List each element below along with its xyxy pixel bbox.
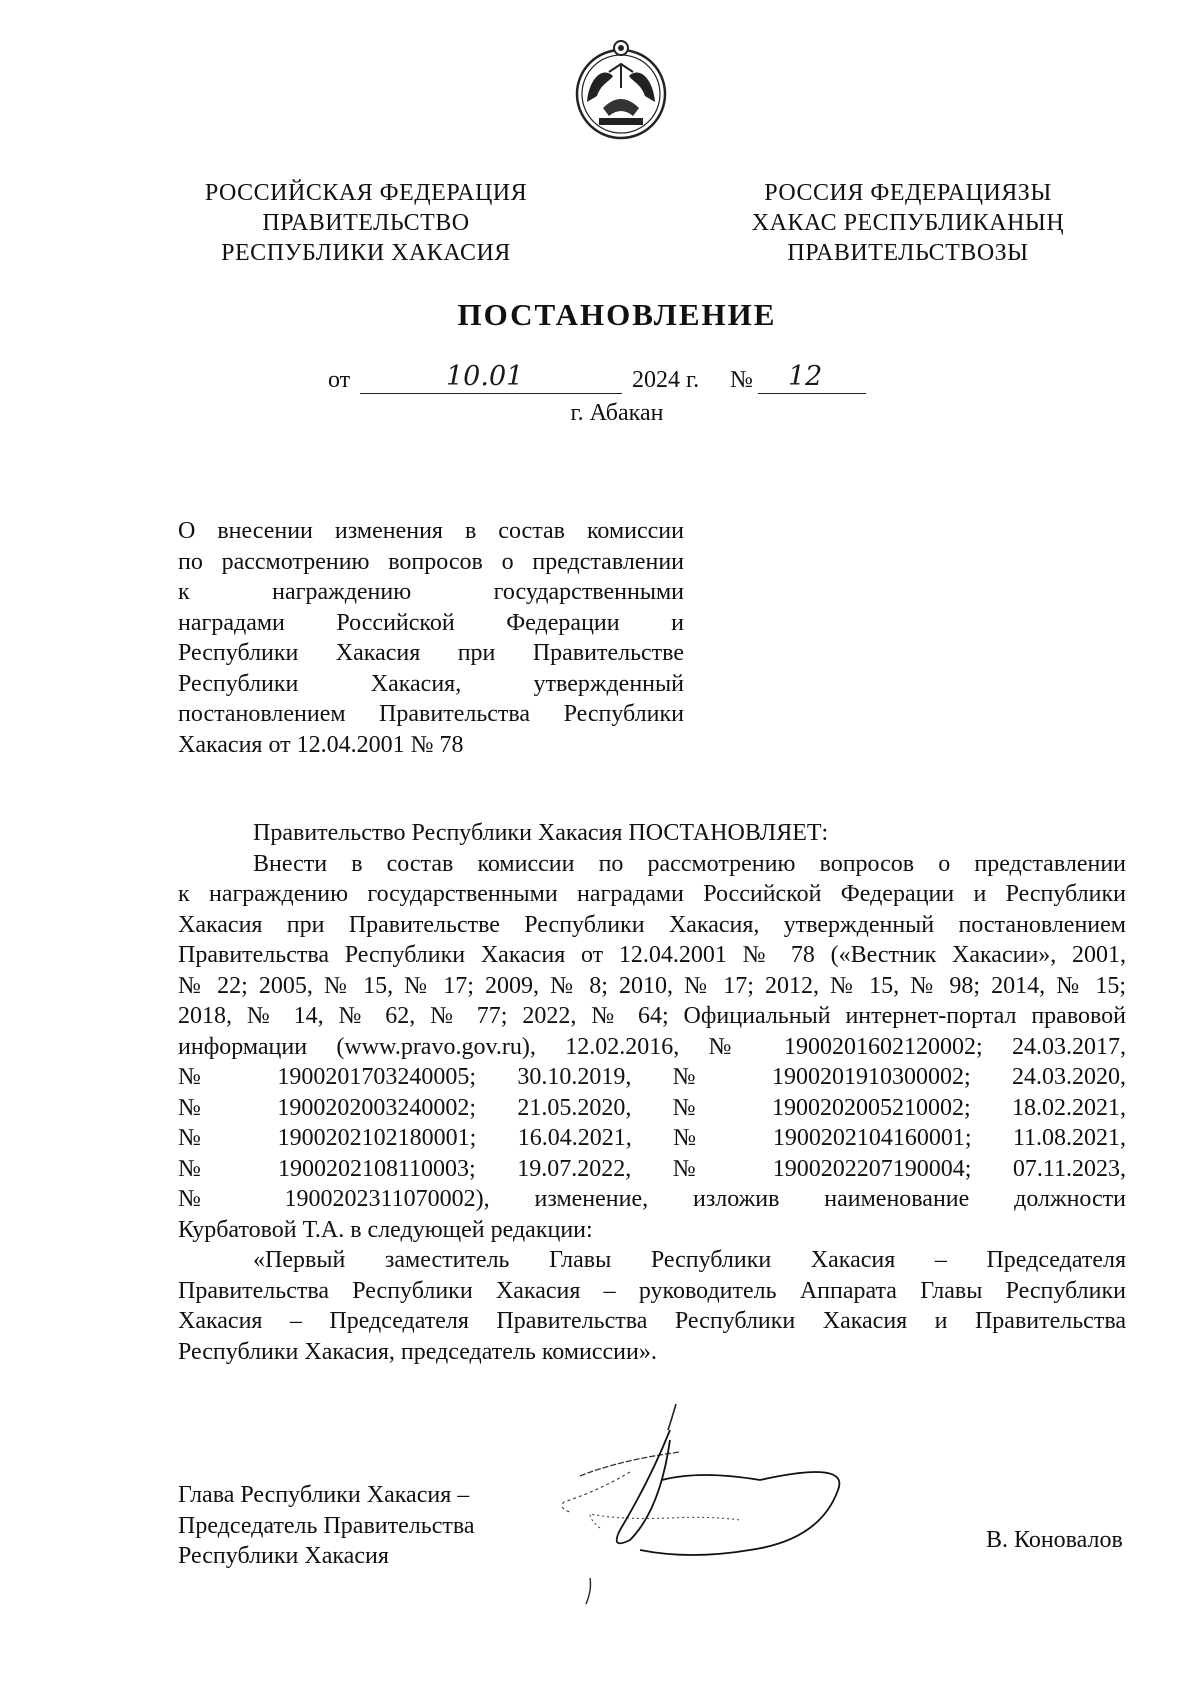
document-subject — [178, 516, 684, 760]
header-right-block — [718, 178, 1098, 268]
body-line: Правительства Республики Хакасия от 12.04.2001 № 78 («Вестник Хакасии», 2001, — [178, 942, 1126, 968]
header-right-line-3: ПРАВИТЕЛЬСТВОЗЫ — [787, 240, 1029, 266]
number-label: № — [730, 367, 753, 393]
body-line: «Первый заместитель Главы Республики Хакасия – Председателя — [253, 1247, 1126, 1273]
body-line: № 1900201703240005; 30.10.2019, № 1900201910300002; 24.03.2020, — [178, 1064, 1126, 1090]
signatory-position-line: Глава Республики Хакасия – — [178, 1482, 470, 1508]
signatory-position-line: Республики Хакасия — [178, 1543, 389, 1569]
body-line: 2018, № 14, № 62, № 77; 2022, № 64; Официальный интернет-портал правовой — [178, 1003, 1126, 1029]
subject-line: Хакасия от 12.04.2001 № 78 — [178, 731, 464, 758]
signatory-position-line: Председатель Правительства — [178, 1512, 475, 1539]
subject-line: Республики Хакасия, утвержденный — [178, 670, 684, 697]
handwritten-signature — [560, 1400, 920, 1610]
year-label: 2024 г. — [632, 367, 700, 393]
body-line: Внести в состав комиссии по рассмотрению вопросов о представлении — [253, 850, 1126, 877]
header-right-line-2: ХАКАС РЕСПУБЛИКАНЫҢ — [751, 210, 1065, 236]
date-underline — [360, 393, 622, 394]
coat-of-arms-icon — [573, 38, 669, 142]
body-line: Республики Хакасия, председатель комиссии». — [178, 1338, 657, 1365]
body-line: № 1900202102180001; 16.04.2021, № 1900202104160001; 11.08.2021, — [178, 1125, 1126, 1151]
body-line: Хакасия при Правительстве Республики Хакасия, утвержденный постановлением — [178, 911, 1126, 938]
body-line: информации (www.pravo.gov.ru), 12.02.2016, № 1900201602120002; 24.03.2017, — [178, 1033, 1126, 1060]
subject-line: наградами Российской Федерации и — [178, 609, 684, 636]
subject-line: Республики Хакасия при Правительстве — [178, 640, 684, 666]
signatory-name: В. Коновалов — [986, 1527, 1123, 1553]
document-body — [178, 818, 1126, 1367]
subject-line: О внесении изменения в состав комиссии — [178, 518, 684, 544]
header-right-line-1: РОССИЯ ФЕДЕРАЦИЯЗЫ — [764, 180, 1052, 206]
body-line: Курбатовой Т.А. в следующей редакции: — [178, 1216, 593, 1243]
header-left-line-2: ПРАВИТЕЛЬСТВО — [262, 210, 470, 236]
document-title: ПОСТАНОВЛЕНИЕ — [457, 297, 777, 332]
header-left-block — [176, 178, 556, 268]
body-line: к награждению государственными наградами Российской Федерации и Республики — [178, 881, 1126, 907]
handwritten-number: 12 — [788, 361, 823, 392]
body-line: Правительство Республики Хакасия ПОСТАНОВЛЯЕТ: — [253, 820, 829, 846]
header-left-line-1: РОССИЙСКАЯ ФЕДЕРАЦИЯ — [204, 180, 528, 206]
body-line: № 22; 2005, № 15, № 17; 2009, № 8; 2010, № 17; 2012, № 15, № 98; 2014, № 15; — [178, 972, 1126, 999]
body-line: Хакасия – Председателя Правительства Республики Хакасия и Правительства — [178, 1308, 1126, 1334]
handwritten-date: 10.01 — [446, 361, 524, 392]
body-line: № 1900202108110003; 19.07.2022, № 1900202207190004; 07.11.2023, — [178, 1155, 1126, 1182]
subject-line: к награждению государственными — [178, 579, 684, 605]
subject-line: по рассмотрению вопросов о представлении — [178, 548, 684, 575]
header-left-line-3: РЕСПУБЛИКИ ХАКАСИЯ — [221, 240, 511, 266]
body-line: Правительства Республики Хакасия – руководитель Аппарата Главы Республики — [178, 1277, 1126, 1304]
subject-line: постановлением Правительства Республики — [178, 701, 684, 727]
city-label: г. Абакан — [570, 400, 664, 426]
body-line: № 1900202003240002; 21.05.2020, № 1900202005210002; 18.02.2021, — [178, 1094, 1126, 1121]
number-underline — [758, 393, 866, 394]
body-line: № 1900202311070002), изменение, изложив наименование должности — [178, 1186, 1126, 1212]
date-from-label: от — [328, 367, 351, 393]
date-line — [328, 361, 948, 399]
signatory-position — [178, 1480, 475, 1572]
